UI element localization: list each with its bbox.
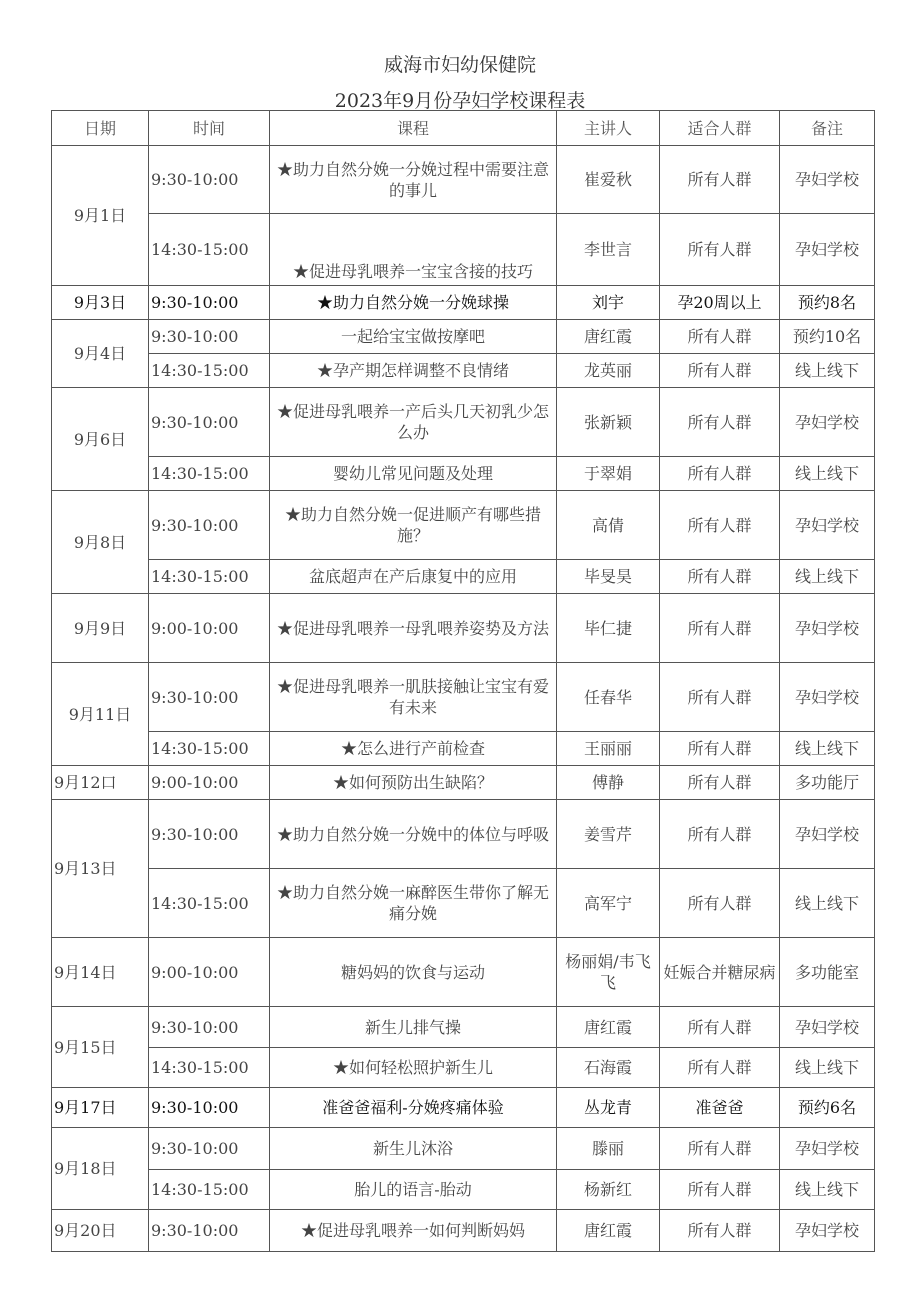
note-cell: 线上线下 xyxy=(780,1048,875,1088)
date-cell: 9月6日 xyxy=(52,388,149,491)
table-row xyxy=(52,354,875,388)
audience-cell: 所有人群 xyxy=(660,388,780,457)
time-cell: 9:00-10:00 xyxy=(149,594,270,663)
date-cell: 9月4日 xyxy=(52,320,149,388)
note-cell: 孕妇学校 xyxy=(780,214,875,286)
note-cell: 预约10名 xyxy=(780,320,875,354)
audience-cell: 所有人群 xyxy=(660,1007,780,1048)
time-cell: 9:30-10:00 xyxy=(149,1088,270,1128)
lecturer-cell: 丛龙青 xyxy=(557,1088,660,1128)
schedule-table xyxy=(51,110,875,1252)
lecturer-cell: 姜雪芹 xyxy=(557,800,660,869)
note-cell: 预约6名 xyxy=(780,1088,875,1128)
lecturer-cell: 龙英丽 xyxy=(557,354,660,388)
course-cell: 胎儿的语言-胎动 xyxy=(270,1170,557,1210)
time-cell: 9:30-10:00 xyxy=(149,1128,270,1170)
audience-cell: 所有人群 xyxy=(660,1170,780,1210)
table-row xyxy=(52,800,875,869)
lecturer-cell: 唐红霞 xyxy=(557,1210,660,1252)
note-cell: 孕妇学校 xyxy=(780,388,875,457)
audience-cell: 所有人群 xyxy=(660,560,780,594)
lecturer-cell: 王丽丽 xyxy=(557,732,660,766)
course-cell: 准爸爸福利-分娩疼痛体验 xyxy=(270,1088,557,1128)
table-row xyxy=(52,594,875,663)
course-cell: ★促进母乳喂养一肌肤接触让宝宝有爱有未来 xyxy=(270,663,557,732)
lecturer-cell: 唐红霞 xyxy=(557,320,660,354)
note-cell: 线上线下 xyxy=(780,560,875,594)
note-cell: 孕妇学校 xyxy=(780,491,875,560)
header-date: 日期 xyxy=(52,111,149,146)
audience-cell: 准爸爸 xyxy=(660,1088,780,1128)
course-cell: ★助力自然分娩一分娩中的体位与呼吸 xyxy=(270,800,557,869)
course-cell: ★助力自然分娩一分娩过程中需要注意的事儿 xyxy=(270,146,557,214)
note-cell: 线上线下 xyxy=(780,869,875,938)
hospital-name: 威海市妇幼保健院 xyxy=(383,54,536,76)
course-cell: ★助力自然分娩一分娩球操 xyxy=(270,286,557,320)
audience-cell: 孕20周以上 xyxy=(660,286,780,320)
time-cell: 14:30-15:00 xyxy=(149,1048,270,1088)
lecturer-cell: 刘宇 xyxy=(557,286,660,320)
note-cell: 线上线下 xyxy=(780,732,875,766)
table-row xyxy=(52,286,875,320)
note-cell: 孕妇学校 xyxy=(780,663,875,732)
lecturer-cell: 唐红霞 xyxy=(557,1007,660,1048)
audience-cell: 所有人群 xyxy=(660,146,780,214)
time-cell: 14:30-15:00 xyxy=(149,457,270,491)
note-cell: 线上线下 xyxy=(780,457,875,491)
table-row xyxy=(52,1048,875,1088)
time-cell: 14:30-15:00 xyxy=(149,214,270,286)
time-cell: 9:30-10:00 xyxy=(149,800,270,869)
date-cell: 9月20日 xyxy=(52,1210,149,1252)
table-row xyxy=(52,1088,875,1128)
table-row xyxy=(52,1210,875,1252)
table-row xyxy=(52,320,875,354)
course-cell: ★助力自然分娩一麻醉医生带你了解无痛分娩 xyxy=(270,869,557,938)
time-cell: 14:30-15:00 xyxy=(149,869,270,938)
note-cell: 多功能室 xyxy=(780,938,875,1007)
note-cell: 孕妇学校 xyxy=(780,800,875,869)
course-cell: ★助力自然分娩一促进顺产有哪些措施？ xyxy=(270,491,557,560)
audience-cell: 所有人群 xyxy=(660,732,780,766)
audience-cell: 所有人群 xyxy=(660,1210,780,1252)
time-cell: 9:30-10:00 xyxy=(149,1007,270,1048)
time-cell: 9:00-10:00 xyxy=(149,938,270,1007)
time-cell: 9:30-10:00 xyxy=(149,663,270,732)
time-cell: 9:30-10:00 xyxy=(149,388,270,457)
lecturer-cell: 毕旻昊 xyxy=(557,560,660,594)
audience-cell: 所有人群 xyxy=(660,491,780,560)
note-cell: 孕妇学校 xyxy=(780,146,875,214)
note-cell: 多功能厅 xyxy=(780,766,875,800)
time-cell: 9:30-10:00 xyxy=(149,286,270,320)
course-cell: ★促进母乳喂养一母乳喂养姿势及方法 xyxy=(270,594,557,663)
time-cell: 9:00-10:00 xyxy=(149,766,270,800)
header-audience: 适合人群 xyxy=(660,111,780,146)
time-cell: 9:30-10:00 xyxy=(149,320,270,354)
table-row xyxy=(52,214,875,286)
course-cell: ★怎么进行产前检查 xyxy=(270,732,557,766)
table-row xyxy=(52,663,875,732)
table-row xyxy=(52,1128,875,1170)
course-cell: 糖妈妈的饮食与运动 xyxy=(270,938,557,1007)
time-cell: 14:30-15:00 xyxy=(149,1170,270,1210)
lecturer-cell: 高军宁 xyxy=(557,869,660,938)
course-cell: ★孕产期怎样调整不良情绪 xyxy=(270,354,557,388)
time-cell: 14:30-15:00 xyxy=(149,354,270,388)
audience-cell: 妊娠合并糖尿病 xyxy=(660,938,780,1007)
audience-cell: 所有人群 xyxy=(660,457,780,491)
course-cell: 婴幼儿常见问题及处理 xyxy=(270,457,557,491)
audience-cell: 所有人群 xyxy=(660,1128,780,1170)
lecturer-cell: 滕丽 xyxy=(557,1128,660,1170)
date-cell: 9月15日 xyxy=(52,1007,149,1088)
time-cell: 14:30-15:00 xyxy=(149,560,270,594)
time-cell: 9:30-10:00 xyxy=(149,146,270,214)
note-cell: 孕妇学校 xyxy=(780,1007,875,1048)
table-row xyxy=(52,388,875,457)
date-cell: 9月9日 xyxy=(52,594,149,663)
lecturer-cell: 高倩 xyxy=(557,491,660,560)
table-row xyxy=(52,1170,875,1210)
lecturer-cell: 杨新红 xyxy=(557,1170,660,1210)
note-cell: 线上线下 xyxy=(780,1170,875,1210)
course-cell: ★促进母乳喂养一如何判断妈妈 xyxy=(270,1210,557,1252)
course-cell: ★促进母乳喂养一产后头几天初乳少怎么办 xyxy=(270,388,557,457)
table-row xyxy=(52,869,875,938)
time-cell: 14:30-15:00 xyxy=(149,732,270,766)
time-cell: 9:30-10:00 xyxy=(149,1210,270,1252)
audience-cell: 所有人群 xyxy=(660,320,780,354)
course-cell: 新生儿排气操 xyxy=(270,1007,557,1048)
table-row xyxy=(52,560,875,594)
course-cell: ★如何预防出生缺陷？ xyxy=(270,766,557,800)
lecturer-cell: 傅静 xyxy=(557,766,660,800)
header-row xyxy=(52,111,875,146)
lecturer-cell: 李世言 xyxy=(557,214,660,286)
lecturer-cell: 于翠娟 xyxy=(557,457,660,491)
audience-cell: 所有人群 xyxy=(660,869,780,938)
lecturer-cell: 任春华 xyxy=(557,663,660,732)
date-cell: 9月13日 xyxy=(52,800,149,938)
date-cell: 9月3日 xyxy=(52,286,149,320)
table-row xyxy=(52,766,875,800)
schedule-title: 2023年9月份孕妇学校课程表 xyxy=(334,90,586,112)
date-cell: 9月12口 xyxy=(52,766,149,800)
header-lecturer: 主讲人 xyxy=(557,111,660,146)
course-cell: 盆底超声在产后康复中的应用 xyxy=(270,560,557,594)
audience-cell: 所有人群 xyxy=(660,663,780,732)
note-cell: 孕妇学校 xyxy=(780,1128,875,1170)
date-cell: 9月17日 xyxy=(52,1088,149,1128)
note-cell: 线上线下 xyxy=(780,354,875,388)
lecturer-cell: 杨丽娟/韦飞飞 xyxy=(557,938,660,1007)
audience-cell: 所有人群 xyxy=(660,594,780,663)
course-cell: 新生儿沐浴 xyxy=(270,1128,557,1170)
audience-cell: 所有人群 xyxy=(660,354,780,388)
header-note: 备注 xyxy=(780,111,875,146)
note-cell: 孕妇学校 xyxy=(780,1210,875,1252)
note-cell: 孕妇学校 xyxy=(780,594,875,663)
audience-cell: 所有人群 xyxy=(660,1048,780,1088)
audience-cell: 所有人群 xyxy=(660,214,780,286)
date-cell: 9月1日 xyxy=(52,146,149,286)
table-row xyxy=(52,1007,875,1048)
date-cell: 9月18日 xyxy=(52,1128,149,1210)
course-cell: 一起给宝宝做按摩吧 xyxy=(270,320,557,354)
table-row xyxy=(52,732,875,766)
lecturer-cell: 石海霞 xyxy=(557,1048,660,1088)
date-cell: 9月8日 xyxy=(52,491,149,594)
course-cell: ★促进母乳喂养一宝宝含接的技巧 xyxy=(270,214,557,286)
audience-cell: 所有人群 xyxy=(660,800,780,869)
table-row xyxy=(52,146,875,214)
header-course: 课程 xyxy=(270,111,557,146)
table-row xyxy=(52,491,875,560)
lecturer-cell: 崔爱秋 xyxy=(557,146,660,214)
course-cell: ★如何轻松照护新生儿 xyxy=(270,1048,557,1088)
audience-cell: 所有人群 xyxy=(660,766,780,800)
header-time: 时间 xyxy=(149,111,270,146)
time-cell: 9:30-10:00 xyxy=(149,491,270,560)
date-cell: 9月14日 xyxy=(52,938,149,1007)
note-cell: 预约8名 xyxy=(780,286,875,320)
table-row xyxy=(52,457,875,491)
lecturer-cell: 毕仁捷 xyxy=(557,594,660,663)
table-row xyxy=(52,938,875,1007)
date-cell: 9月11日 xyxy=(52,663,149,766)
lecturer-cell: 张新颖 xyxy=(557,388,660,457)
